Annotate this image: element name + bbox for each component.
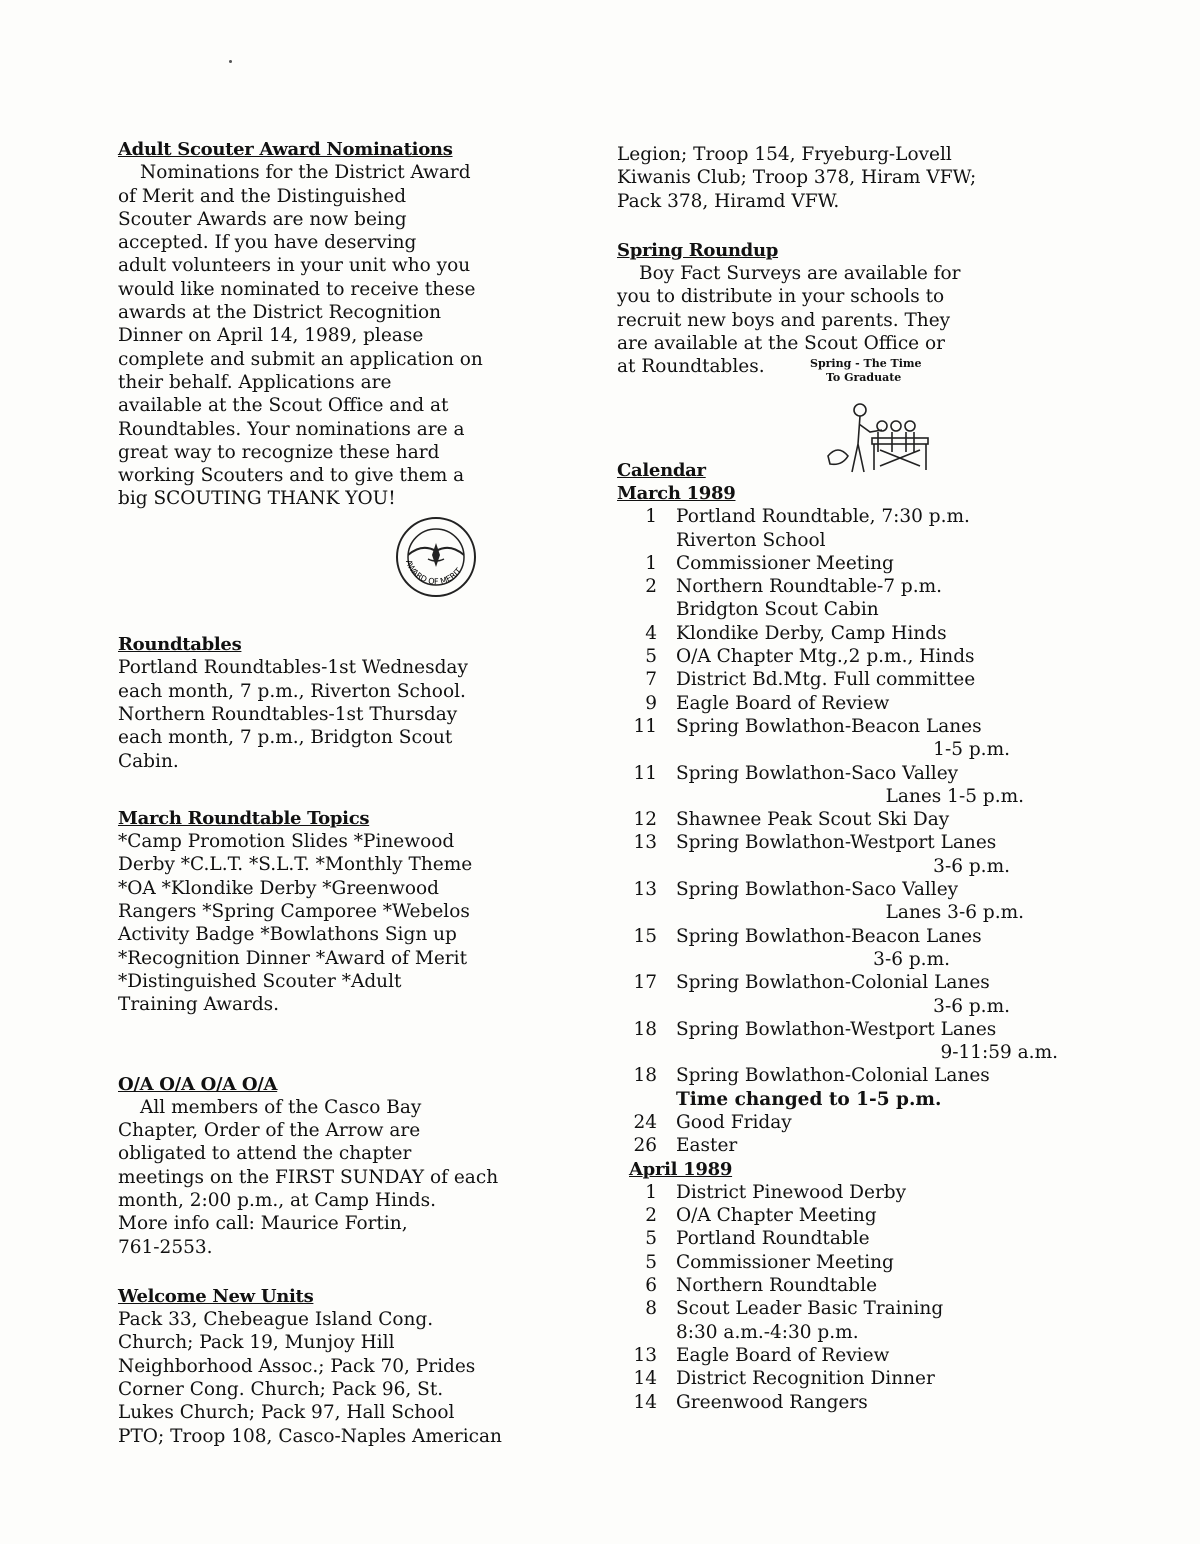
text-line: Corner Cong. Church; Pack 96, St. (118, 1379, 444, 1401)
calendar-event: 9-11:59 a.m. (940, 1042, 1058, 1064)
calendar-day (617, 1321, 676, 1344)
text-line: Pack 33, Chebeague Island Cong. (118, 1309, 434, 1331)
calendar-event: Good Friday (676, 1111, 792, 1133)
calendar-event: District Recognition Dinner (676, 1368, 935, 1390)
calendar-day: 13 (633, 879, 657, 901)
calendar-entry (617, 1111, 1062, 1134)
calendar-day (617, 995, 676, 1018)
text-line: Boy Fact Surveys are available for (639, 263, 961, 285)
text-line: their behalf. Applications are (118, 371, 392, 393)
calendar-day: 14 (633, 1391, 657, 1413)
calendar-event: Greenwood Rangers (676, 1391, 868, 1413)
calendar-entry (617, 971, 1062, 994)
calendar-entry (617, 1321, 1062, 1344)
calendar-entry (617, 1274, 1062, 1297)
calendar-day: 15 (633, 925, 657, 947)
calendar-event: Spring Bowlathon-Beacon Lanes (676, 925, 982, 947)
text-line: adult volunteers in your unit who you (118, 255, 471, 277)
calendar-day (617, 1088, 676, 1111)
text-line: Nominations for the District Award (140, 162, 471, 184)
calendar-event: Lanes 1-5 p.m. (885, 785, 1024, 807)
calendar-heading: Calendar (617, 459, 706, 481)
calendar-entry (617, 1088, 1062, 1111)
text-line: PTO; Troop 108, Casco-Naples American (118, 1425, 502, 1447)
calendar-day (617, 738, 676, 761)
oa-body (118, 1096, 560, 1259)
calendar-entry (617, 1367, 1062, 1390)
text-line: each month, 7 p.m., Riverton School. (118, 680, 466, 702)
text-line: Portland Roundtables-1st Wednesday (118, 657, 468, 679)
calendar-day: 5 (645, 646, 657, 668)
text-line: working Scouters and to give them a (118, 465, 465, 487)
calendar-entry (617, 855, 1062, 878)
caption-line-2: To Graduate (826, 371, 902, 384)
calendar-entry (617, 645, 1062, 668)
calendar-event: O/A Chapter Mtg.,2 p.m., Hinds (676, 646, 975, 668)
calendar-event: Klondike Derby, Camp Hinds (676, 622, 947, 644)
award-body (118, 161, 560, 510)
topics-heading: March Roundtable Topics (118, 807, 370, 829)
seal-text: AWARD OF MERIT (403, 558, 464, 587)
text-line: Cabin. (118, 750, 179, 772)
calendar-event: Portland Roundtable (676, 1228, 870, 1250)
calendar-event: Commissioner Meeting (676, 1251, 894, 1273)
text-line: are available at the Scout Office or (617, 333, 945, 355)
text-line: Neighborhood Assoc.; Pack 70, Prides (118, 1355, 476, 1377)
text-line: 761-2553. (118, 1236, 213, 1258)
calendar-event: Spring Bowlathon-Colonial Lanes (676, 1065, 990, 1087)
calendar-day: 12 (633, 809, 657, 831)
calendar-entry (617, 1018, 1062, 1041)
calendar-entry (617, 1344, 1062, 1367)
calendar-day: 2 (645, 576, 657, 598)
text-line: recruit new boys and parents. They (617, 309, 951, 331)
calendar-day: 1 (645, 552, 657, 574)
text-line: Training Awards. (118, 994, 280, 1016)
svg-text:AWARD OF MERIT (404, 558, 463, 586)
roundtables-body (118, 656, 560, 772)
topics-body (118, 830, 560, 1016)
calendar-entry (617, 762, 1062, 785)
text-line: great way to recognize these hard (118, 441, 440, 463)
calendar-entry (617, 1181, 1062, 1204)
april-heading: April 1989 (629, 1158, 733, 1180)
calendar-event: 3-6 p.m. (933, 855, 1010, 877)
spring-heading: Spring Roundup (617, 239, 779, 261)
text-line: Kiwanis Club; Troop 378, Hiram VFW; (617, 167, 977, 189)
calendar-event: Lanes 3-6 p.m. (885, 902, 1024, 924)
text-line: Dinner on April 14, 1989, please (118, 325, 424, 347)
calendar-event: Eagle Board of Review (676, 692, 890, 714)
calendar-entry (617, 808, 1062, 831)
text-line: obligated to attend the chapter (118, 1143, 412, 1165)
text-line: Chapter, Order of the Arrow are (118, 1120, 421, 1142)
stray-mark (229, 60, 232, 63)
text-line: month, 2:00 p.m., at Camp Hinds. (118, 1189, 437, 1211)
welcome-heading: Welcome New Units (118, 1285, 314, 1307)
text-line: Church; Pack 19, Munjoy Hill (118, 1332, 395, 1354)
calendar-entry (617, 1227, 1062, 1250)
text-line: Lukes Church; Pack 97, Hall School (118, 1402, 455, 1424)
calendar-event: 1-5 p.m. (933, 739, 1010, 761)
calendar-event: 3-6 p.m. (873, 948, 950, 970)
text-line: *Distinguished Scouter *Adult (118, 970, 402, 992)
calendar-entry (617, 1391, 1062, 1414)
calendar-event: Spring Bowlathon-Westport Lanes (676, 832, 997, 854)
calendar-entry (617, 575, 1062, 598)
calendar-day (617, 529, 676, 552)
text-line: *Camp Promotion Slides *Pinewood (118, 831, 455, 853)
calendar-day: 5 (645, 1251, 657, 1273)
text-line: Derby *C.L.T. *S.L.T. *Monthly Theme (118, 854, 473, 876)
calendar-day: 1 (645, 506, 657, 528)
text-line: All members of the Casco Bay (140, 1096, 422, 1118)
calendar-event: District Bd.Mtg. Full committee (676, 669, 976, 691)
calendar-day: 7 (645, 669, 657, 691)
text-line: big SCOUTING THANK YOU! (118, 488, 396, 510)
calendar-day: 24 (633, 1111, 657, 1133)
text-line: *Recognition Dinner *Award of Merit (118, 947, 467, 969)
march-list (617, 505, 1062, 1157)
calendar-event: 8:30 a.m.-4:30 p.m. (676, 1321, 859, 1343)
calendar-entry (617, 948, 1062, 971)
award-heading: Adult Scouter Award Nominations (118, 139, 453, 160)
calendar-event: Scout Leader Basic Training (676, 1298, 944, 1320)
calendar-entry (617, 995, 1062, 1018)
calendar-day: 6 (645, 1275, 657, 1297)
left-column (118, 138, 560, 1448)
calendar-entry (617, 668, 1062, 691)
text-line: Roundtables. Your nominations are a (118, 418, 465, 440)
calendar-day: 18 (633, 1018, 657, 1040)
text-line: awards at the District Recognition (118, 302, 442, 324)
calendar-entry (617, 1041, 1062, 1064)
calendar-event: Commissioner Meeting (676, 552, 894, 574)
calendar-entry (617, 552, 1062, 575)
calendar-event: Shawnee Peak Scout Ski Day (676, 809, 950, 831)
calendar-event: Northern Roundtable-7 p.m. (676, 576, 943, 598)
calendar-entry (617, 529, 1062, 552)
calendar-day: 13 (633, 832, 657, 854)
calendar-day: 17 (633, 972, 657, 994)
right-column (617, 143, 1062, 1414)
calendar-entry (617, 1134, 1062, 1157)
graduation-illustration-icon (822, 400, 934, 474)
calendar-event: Portland Roundtable, 7:30 p.m. (676, 506, 970, 528)
text-line: Activity Badge *Bowlathons Sign up (118, 924, 457, 946)
calendar-event: Riverton School (676, 529, 826, 551)
text-line: Legion; Troop 154, Fryeburg-Lovell (617, 144, 952, 165)
text-line: accepted. If you have deserving (118, 232, 417, 254)
calendar-entry (617, 622, 1062, 645)
text-line: complete and submit an application on (118, 348, 483, 370)
calendar-event: District Pinewood Derby (676, 1181, 907, 1203)
calendar-day (617, 855, 676, 878)
text-line: Rangers *Spring Camporee *Webelos (118, 901, 470, 923)
calendar-day: 9 (645, 692, 657, 714)
calendar-event: Time changed to 1-5 p.m. (676, 1088, 942, 1110)
calendar-event: Spring Bowlathon-Saco Valley (676, 879, 959, 901)
calendar-event: O/A Chapter Meeting (676, 1205, 877, 1227)
text-line: each month, 7 p.m., Bridgton Scout (118, 727, 453, 749)
text-line: you to distribute in your schools to (617, 286, 945, 308)
calendar-event: Bridgton Scout Cabin (676, 599, 879, 621)
calendar-entry (617, 831, 1062, 854)
calendar-event: Spring Bowlathon-Saco Valley (676, 762, 959, 784)
text-line: Scouter Awards are now being (118, 208, 407, 230)
calendar-entry (617, 692, 1062, 715)
calendar-day (617, 1041, 676, 1064)
calendar-day: 11 (633, 715, 657, 737)
calendar-day: 1 (645, 1181, 657, 1203)
calendar-entry (617, 1204, 1062, 1227)
calendar-day (617, 901, 676, 924)
calendar-day (617, 948, 676, 971)
calendar-event: Eagle Board of Review (676, 1344, 890, 1366)
calendar-entry (617, 738, 1062, 761)
text-line: meetings on the FIRST SUNDAY of each (118, 1166, 499, 1188)
text-line: of Merit and the Distinguished (118, 185, 407, 207)
calendar-entry (617, 785, 1062, 808)
calendar-day: 14 (633, 1368, 657, 1390)
calendar-entry (617, 715, 1062, 738)
calendar-day: 26 (633, 1135, 657, 1157)
calendar-event: Spring Bowlathon-Beacon Lanes (676, 715, 982, 737)
calendar-day: 11 (633, 762, 657, 784)
calendar-entry (617, 925, 1062, 948)
oa-heading: O/A O/A O/A O/A (118, 1073, 278, 1095)
calendar-event: Easter (676, 1135, 738, 1157)
text-line: Northern Roundtables-1st Thursday (118, 703, 458, 725)
welcome-body (118, 1308, 560, 1448)
text-line: Pack 378, Hiramd VFW. (617, 190, 840, 212)
calendar-day (617, 785, 676, 808)
welcome-continued (617, 143, 1062, 213)
award-of-merit-seal-icon (394, 515, 478, 599)
calendar-entry (617, 1251, 1062, 1274)
calendar-event: Spring Bowlathon-Colonial Lanes (676, 972, 990, 994)
calendar-day: 5 (645, 1228, 657, 1250)
calendar-day (617, 598, 676, 621)
calendar-entry (617, 901, 1062, 924)
calendar-entry (617, 878, 1062, 901)
calendar-event: Spring Bowlathon-Westport Lanes (676, 1018, 997, 1040)
calendar-day: 2 (645, 1205, 657, 1227)
caption-line-1: Spring - The Time (810, 357, 922, 370)
calendar-day: 8 (645, 1298, 657, 1320)
april-list (617, 1181, 1062, 1414)
calendar-day: 4 (645, 622, 657, 644)
roundtables-heading: Roundtables (118, 634, 242, 656)
march-heading: March 1989 (617, 482, 736, 504)
text-line: would like nominated to receive these (118, 278, 476, 300)
calendar-entry (617, 505, 1062, 528)
calendar-entry (617, 1297, 1062, 1320)
graduate-caption (810, 357, 922, 385)
calendar-event: 3-6 p.m. (933, 995, 1010, 1017)
calendar-day: 13 (633, 1344, 657, 1366)
text-line: at Roundtables. (617, 356, 765, 378)
calendar-event: Northern Roundtable (676, 1275, 878, 1297)
text-line: available at the Scout Office and at (118, 395, 449, 417)
text-line: *OA *Klondike Derby *Greenwood (118, 877, 439, 899)
calendar-day: 18 (633, 1065, 657, 1087)
calendar-entry (617, 1064, 1062, 1087)
calendar-entry (617, 598, 1062, 621)
text-line: More info call: Maurice Fortin, (118, 1213, 408, 1235)
